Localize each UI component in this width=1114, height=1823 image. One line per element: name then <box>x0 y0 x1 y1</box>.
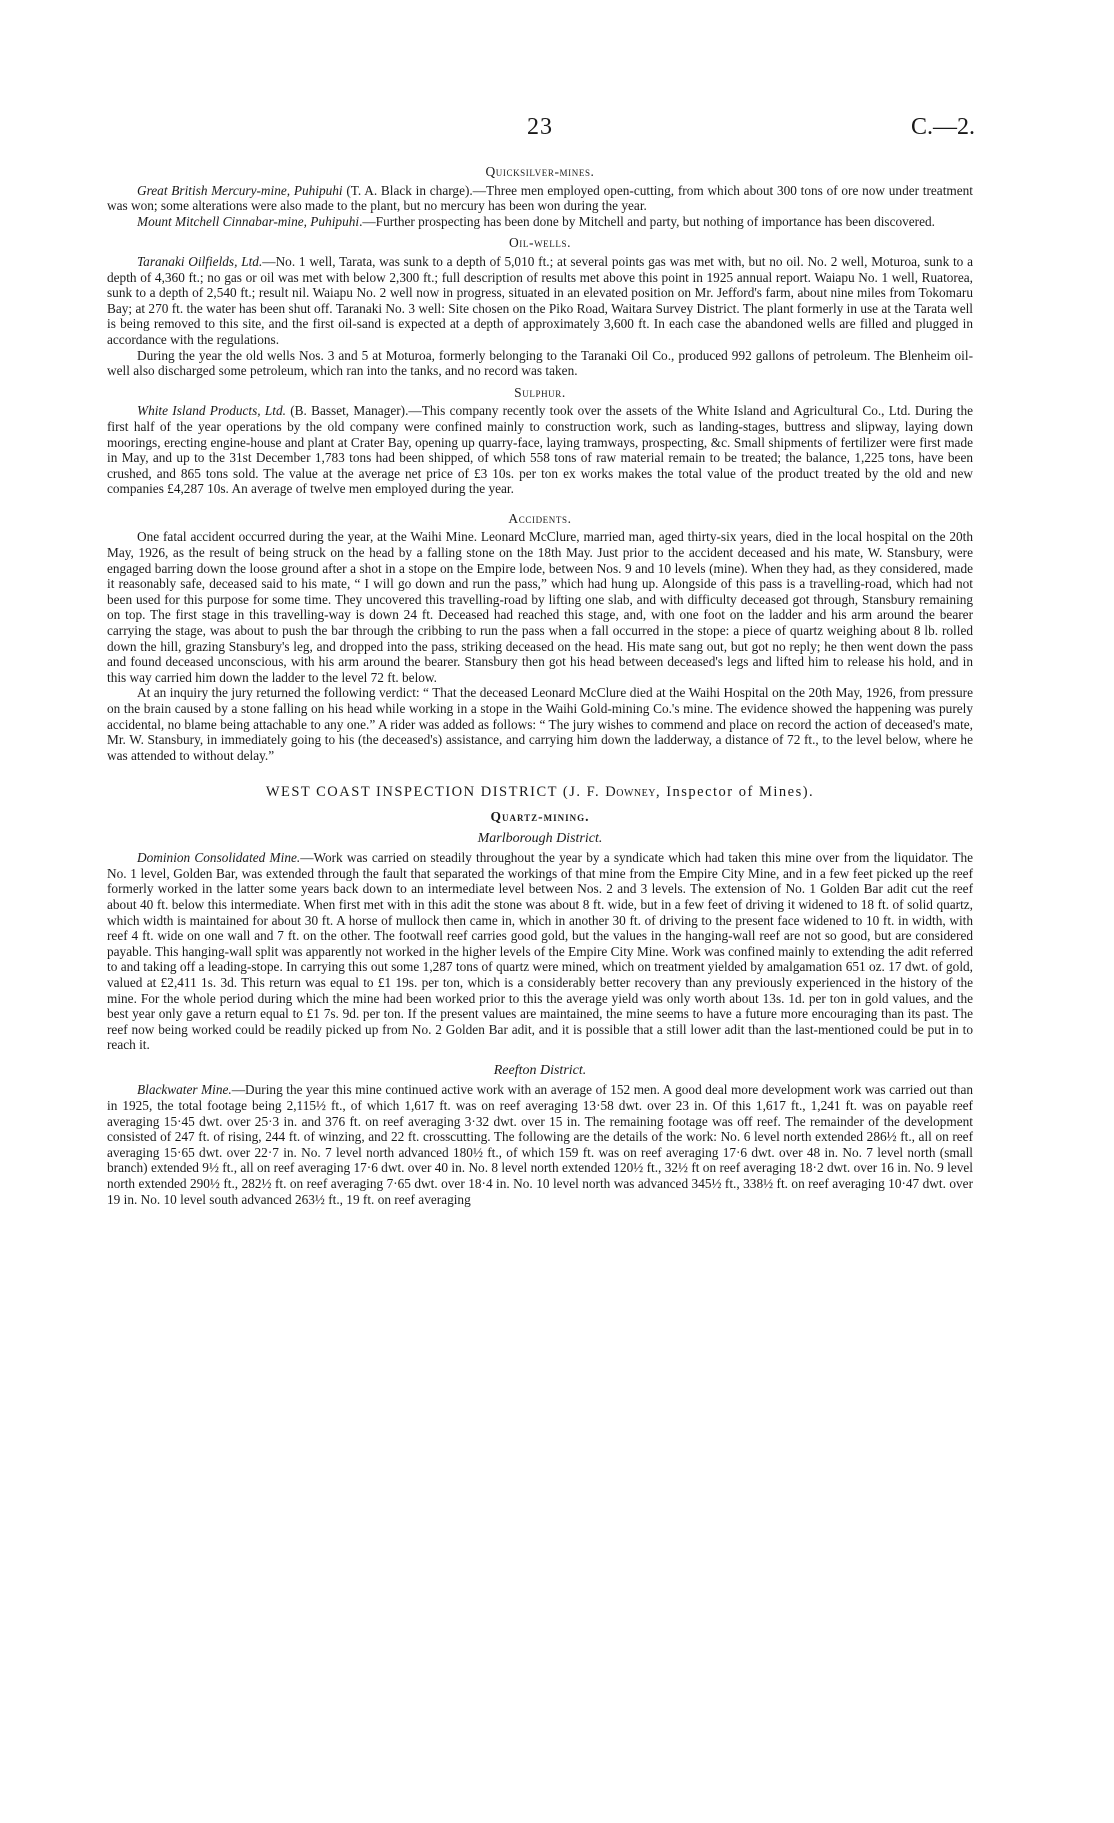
heading-marlborough-district: Marlborough District. <box>477 830 603 846</box>
paragraph-taranaki-oilfields <box>107 254 973 348</box>
paragraph-text: (B. Basset, Manager).—This company recently took over the assets of the White Island and Agricultural Co., Ltd. During the first half of the year operations by the old company were confined mainly to construction work, such as landing-stages, buttress and slipway, laying down moorings, erecting engine-house and plant at Crater Bay, opening up quarry-face, laying tramways, prospecting, &c. Small shipments of fertilizer were first made in May, and up to the 31st December 1,783 tons had been shipped, of which 558 tons of raw material remain to be treated; the balance, 1,225 tons, have been crushed, and 865 tons sold. The value at the average net price of £3 10s. per ton ex works makes the total value of the product treated by the old and new companies £4,287 10s. An average of twelve men employed during the year. <box>107 403 973 497</box>
company-name: Taranaki Oilfields, Ltd. <box>137 253 263 269</box>
paragraph-text: .—Further prospecting has been done by Mitchell and party, but nothing of importance has been discovered. <box>359 213 935 229</box>
paragraph-accident-description: One fatal accident occurred during the year, at the Waihi Mine. Leonard McClure, married man, aged thirty-six years, died in the local hospital on the 20th May, 1926, as the result of being struck on the head by a falling stone on the 18th May. Just prior to the accident deceased and his mate, W. Stansbury, were engaged barring down the loose ground after a shot in a stope on the Empire lode, between Nos. 9 and 10 levels (mine). When they had, as they considered, made it reasonably safe, deceased said to his mate, “ I will go down and run the pass,” which had hung up. Alongside of this pass is a travelling-road, which had not been used for this purpose for some time. They uncovered this travelling-road by lifting one slab, and with difficulty deceased got through, Stansbury remaining on top. The first stage in this travelling-way is down 24 ft. Deceased had reached this stage, and, with one foot on the ladder and his arm around the bearer carrying the stage, was about to push the bar through the cribbing to run the pass when a fall occurred in the stope: a piece of quartz weighing about 8 lb. rolled down the hill, grazing Stansbury's leg, and dropped into the pass, striking deceased on the head. His mate sang out, but got no reply; he then went down the pass and found deceased unconscious, with his arm around the bearer. Stansbury then got his head between deceased's legs and lifted him to release his hold, and in this way carried him down the ladder to the level 72 ft. below. <box>107 529 973 685</box>
paragraph-moturoa-wells: During the year the old wells Nos. 3 and 5 at Moturoa, formerly belonging to the Taranaki Oil Co., produced 992 gallons of petroleum. The Blenheim oil-well also discharged some petroleum, which ran into the tanks, and no record was taken. <box>107 347 973 379</box>
paragraph-inquiry-verdict: At an inquiry the jury returned the following verdict: “ That the deceased Leonard McClure died at the Waihi Hospital on the 20th May, 1926, from pressure on the brain caused by a stone falling on his head while working in a stope in the Waihi Gold-mining Co.'s mine. The evidence showed the happening was purely accidental, no blame being attachable to any one.” A rider was added as follows: “ The jury wishes to commend and place on record the action of deceased's mate, Mr. W. Stansbury, in immediately going to his (the deceased's) assistance, and carrying him down the ladderway, a distance of 72 ft., to the level below, where he was attended to without delay.” <box>107 685 973 763</box>
heading-quartz-mining: Quartz-mining. <box>490 808 590 824</box>
page-header <box>105 114 975 144</box>
mine-name: Blackwater Mine. <box>137 1082 232 1098</box>
inspector-name: Downey <box>605 784 656 801</box>
paragraph-blackwater-mine <box>107 1082 973 1207</box>
paragraph-great-british-mercury <box>107 183 973 214</box>
district-title-suffix: , Inspector of Mines). <box>655 784 815 801</box>
paragraph-text: —Work was carried on steadily throughout the year by a syndicate which had taken this mine over from the liquidator. The No. 1 level, Golden Bar, was extended through the fault that separated the workings of that mine from the Empire City Mine, and in a few feet picked up the reef formerly worked in the latter some years back down to an intermediate level between Nos. 2 and 3 levels. The extension of No. 1 Golden Bar adit cut the reef about 40 ft. below this intermediate. When first met with in this adit the stone was about 8 ft. wide, but in a few feet of driving it widened to 18 ft. of solid quartz, which width is maintained for about 30 ft. A horse of mullock then came in, which in another 30 ft. of driving to the present face widened to 10 ft. in width, with reef 4 ft. wide on one wall and 7 ft. on the other. The footwall reef carries good gold, but the values in the hanging-wall reef are not so good, but are considered payable. This hanging-wall split was apparently not worked in the higher levels of the Empire City Mine. Work was confined mainly to extending the adit referred to and taking off a leading-stope. In carrying this out some 1,287 tons of quartz were mined, which on treatment yielded by amalgamation 651 oz. 17 dwt. of gold, valued at £2,411 1s. 3d. This return was equal to £1 19s. per ton, which is a considerably better recovery than any previously experienced in the history of the mine. For the whole period during which the mine had been worked prior to this the average yield was only worth about 13s. 1d. per ton in gold values, and the best year only gave a return equal to £1 7s. 9d. per ton. If the present values are maintained, the mine seems to have a future more encouraging than its past. The reef now being worked could be readily picked up from No. 2 Golden Bar adit, and it is possible that a still lower adit than the last-mentioned could be put in to reach it. <box>107 850 973 1053</box>
paragraph-white-island <box>107 403 973 497</box>
company-name: White Island Products, Ltd. <box>137 403 286 419</box>
paragraph-text: (T. A. Black in charge).—Three men employed open-cutting, from which about 300 tons of ore now under treatment was won; some alterations were also made to the plant, but no mercury has been won during the year. <box>107 182 973 214</box>
heading-west-coast-district <box>107 785 973 801</box>
mine-name: Great British Mercury-mine, Puhipuhi <box>137 182 343 198</box>
heading-quicksilver-mines: Quicksilver-mines. <box>485 164 595 179</box>
mine-name: Mount Mitchell Cinnabar-mine, Puhipuhi <box>137 213 360 229</box>
page-number: 23 <box>527 114 553 140</box>
body-column <box>107 158 973 1207</box>
heading-sulphur: Sulphur. <box>514 384 566 400</box>
heading-accidents: Accidents. <box>508 510 572 526</box>
heading-oil-wells: Oil-wells. <box>508 235 572 251</box>
paragraph-dominion-consolidated <box>107 850 973 1053</box>
paragraph-text: —No. 1 well, Tarata, was sunk to a depth of 5,010 ft.; at several points gas was met with, but no oil. No. 2 well, Moturoa, sunk to a depth of 4,360 ft.; no gas or oil was met with below 2,300 ft.; full description of results met above this point in 1925 annual report. Waiapu No. 1 well, Ruatorea, sunk to a depth of 2,540 ft.; result nil. Waiapu No. 2 well now in progress, situated in an elevated position on Mr. Jefford's farm, about nine miles from Tokomaru Bay; at 270 ft. the water has been shut off. Taranaki No. 3 well: Site chosen on the Piko Road, Waitara Survey District. The plant formerly in use at the Tarata well is being removed to this site, and the first oil-sand is expected at a depth of approximately 3,600 ft. In each case the abandoned wells are filled and plugged in accordance with the regulations. <box>107 253 973 347</box>
mine-name: Dominion Consolidated Mine. <box>137 850 301 866</box>
district-title: WEST COAST INSPECTION DISTRICT (J. F. <box>265 784 606 801</box>
paragraph-mount-mitchell <box>107 214 973 230</box>
document-reference: C.—2. <box>910 114 975 140</box>
heading-reefton-district: Reefton District. <box>493 1062 587 1078</box>
paragraph-text: —During the year this mine continued active work with an average of 152 men. A good deal more development work was carried out than in 1925, the total footage being 2,115½ ft., of which 1,617 ft. was on reef averaging 13·58 dwt. over 23 in. Of this 1,617 ft., 1,241 ft. was on payable reef averaging 15·45 dwt. over 25·3 in. and 376 ft. on reef averaging 3·32 dwt. over 15 in. The remaining footage was off reef. The remainder of the development consisted of 247 ft. of rising, 244 ft. of winzing, and 22 ft. crosscutting. The following are the details of the work: No. 6 level north extended 286½ ft., all on reef averaging 15·65 dwt. over 22·7 in. No. 7 level north advanced 180½ ft., of which 159 ft. was on reef averaging 17·6 dwt. over 48 in. No. 7 level north (small branch) extended 9½ ft., all on reef averaging 17·6 dwt. over 40 in. No. 8 level north extended 120½ ft., 32½ ft on reef averaging 18·2 dwt. over 16 in. No. 9 level north extended 290½ ft., 282½ ft. on reef averaging 7·65 dwt. over 18·4 in. No. 10 level north was advanced 345½ ft., 338½ ft. on reef averaging 10·47 dwt. over 19 in. No. 10 level south advanced 263½ ft., 19 ft. on reef averaging <box>107 1082 973 1207</box>
